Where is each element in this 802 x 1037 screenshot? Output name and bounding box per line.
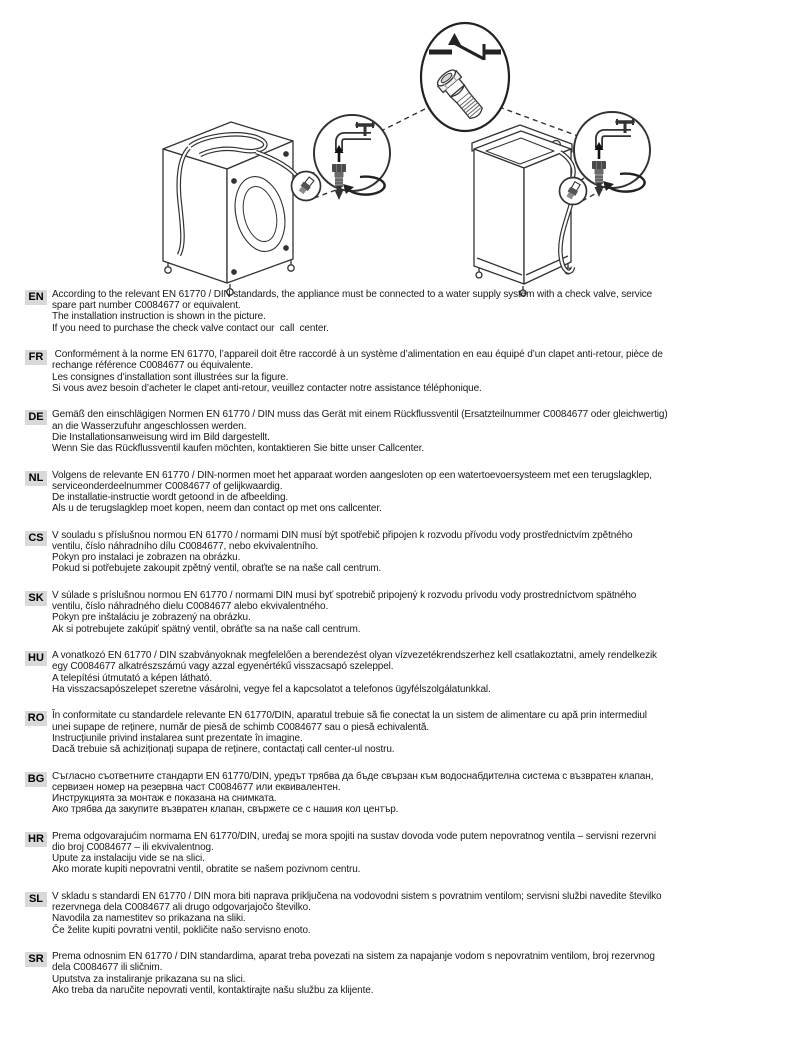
top-loader-illustration xyxy=(472,125,572,296)
text-line: Съгласно съответните стандарти EN 61770/DIN, уредът трябва да бъде свързан към водоснабдителна система с възвратен клапан, xyxy=(52,770,654,782)
block-lines xyxy=(52,530,633,575)
text-line: Si vous avez besoin d’acheter le clapet anti-retour, veuillez contacter notre assistance téléphonique. xyxy=(52,382,482,394)
lang-badge: SL xyxy=(25,892,47,907)
text-line: Als u de terugslagklep moet kopen, neem dan contact op met ons callcenter. xyxy=(52,503,382,515)
text-line: сервизен номер на резервна част C0084677 или еквивалентен. xyxy=(52,781,341,793)
text-line: rechange référence C0084677 ou équivalente. xyxy=(52,360,254,372)
block-lines xyxy=(52,891,662,936)
block-lines xyxy=(52,409,668,454)
lang-badge: HR xyxy=(25,832,47,847)
lang-badge: SR xyxy=(25,952,47,967)
language-block xyxy=(25,349,790,394)
lang-badge: RO xyxy=(25,711,47,726)
text-line: Ako morate kupiti nepovratni ventil, obratite se našem pozivnom centru. xyxy=(52,864,361,876)
text-line: Prema odgovarajućim normama EN 61770/DIN, uređaj se mora spojiti na sustav dovoda vode putem nepovratnog ventila – servisni rezervni xyxy=(52,830,656,842)
text-line: If you need to purchase the check valve contact our call center. xyxy=(52,322,329,334)
language-block xyxy=(25,831,790,876)
text-line: Pokyn pro instalaci je zobrazen na obrázku. xyxy=(52,552,241,564)
tap-detail-circle-left xyxy=(314,115,390,200)
block-lines xyxy=(52,289,652,334)
block-lines xyxy=(52,771,653,816)
text-line: an die Wasserzufuhr angeschlossen werden. xyxy=(52,420,247,432)
text-line: Ha visszacsapószelepet szeretne vásárolni, vegye fel a kapcsolatot a telefonos ügyfélszolgálatunkkal. xyxy=(52,683,491,695)
text-line: Pokyn pre inštaláciu je zobrazený na obrázku. xyxy=(52,612,251,624)
language-block xyxy=(25,951,790,996)
text-line: Dacă trebuie să achiziționați supapa de reținere, contactați call center-ul nostru. xyxy=(52,744,395,756)
text-line: ventilu, číslo náhradného dielu C0084677 alebo ekvivalentného. xyxy=(52,601,329,613)
text-line: Pokud si potřebujete zakoupit zpětný ventil, obraťte se na naše call centrum. xyxy=(52,563,382,575)
lang-badge: EN xyxy=(25,290,47,305)
installation-figure xyxy=(0,0,802,300)
language-block xyxy=(25,590,790,635)
block-lines xyxy=(52,470,652,515)
text-line: Conformément à la norme EN 61770, l’appareil doit être raccordé à un système d’alimentation en eau équipé d’un clapet anti-retour, pièce de xyxy=(52,349,663,361)
hose-end-detail-circle-left xyxy=(292,172,321,201)
language-block xyxy=(25,409,790,454)
lang-badge: BG xyxy=(25,772,47,787)
language-block xyxy=(25,289,790,334)
text-line: Če želite kupiti povratni ventil, pokličite našo servisno enoto. xyxy=(52,924,311,936)
block-lines xyxy=(52,590,636,635)
text-line: Die Installationsanweisung wird im Bild dargestellt. xyxy=(52,431,270,443)
text-line: Instrucțiunile privind instalarea sunt prezentate în imagine. xyxy=(52,732,303,744)
lang-badge: DE xyxy=(25,410,47,425)
block-lines xyxy=(52,650,657,695)
text-line: Upute za instalaciju vide se na slici. xyxy=(52,853,205,865)
block-lines xyxy=(52,710,647,755)
lang-badge: HU xyxy=(25,651,47,666)
block-lines xyxy=(52,831,656,876)
text-line: V súlade s príslušnou normou EN 61770 / normami DIN musí byť spotrebič pripojený k rozvodu prívodu vody prostredníctvom spätného xyxy=(52,590,637,602)
hose-end-detail-circle-right xyxy=(560,178,587,205)
language-block xyxy=(25,650,790,695)
text-line: serviceonderdeelnummer C0084677 of gelijkwaardig. xyxy=(52,480,283,492)
text-line: dela C0084677 ili sličnim. xyxy=(52,962,163,974)
text-line: A vonatkozó EN 61770 / DIN szabványoknak megfelelően a berendezést olyan vízvezetékrendszerhez kell csatlakoztatni, amely rendelkezik xyxy=(52,650,657,662)
lang-badge: SK xyxy=(25,591,47,606)
text-line: Prema odnosnim EN 61770 / DIN standardima, aparat treba povezati na sistem za napajanje vodom s nepovratnim ventilom, broj rezervnog xyxy=(52,951,655,963)
text-line: Ако трябва да закупите възвратен клапан, свържете се с нашия кол център. xyxy=(52,804,399,816)
text-line: Volgens de relevante EN 61770 / DIN-normen moet het apparaat worden aangesloten op een watertoevoersysteem met een terugslagklep, xyxy=(52,469,652,481)
lang-badge: NL xyxy=(25,471,47,486)
check-valve-detail-ellipse xyxy=(421,23,509,131)
text-line: V skladu s standardi EN 61770 / DIN mora biti naprava priključena na vodovodni sistem s povratnim ventilom; servisni službi navedite številko xyxy=(52,891,662,903)
block-lines xyxy=(52,349,663,394)
text-line: The installation instruction is shown in the picture. xyxy=(52,311,266,323)
language-block xyxy=(25,470,790,515)
text-line: Ako treba da naručite nepovrati ventil, kontaktirajte našu službu za klijente. xyxy=(52,984,374,996)
language-block xyxy=(25,891,790,936)
text-line: egy C0084677 alkatrészszámú vagy azzal egyenértékű visszacsapó szeleppel. xyxy=(52,661,394,673)
text-line: According to the relevant EN 61770 / DIN standards, the appliance must be connected to a water supply system with a check valve, service xyxy=(52,289,653,300)
text-line: Les consignes d’installation sont illustrées sur la figure. xyxy=(52,371,289,383)
language-blocks xyxy=(25,289,790,1011)
lang-badge: CS xyxy=(25,531,47,546)
text-line: unei supape de reținere, număr de piesă de schimb C0084677 sau o piesă echivalentă. xyxy=(52,721,429,733)
text-line: Wenn Sie das Rückflussventil kaufen möchten, kontaktieren Sie bitte unser Callcenter. xyxy=(52,443,425,455)
text-line: V souladu s příslušnou normou EN 61770 / normami DIN musí být spotřebič připojen k rozvodu přívodu vody prostřednictvím zpětného xyxy=(52,529,633,541)
text-line: De installatie-instructie wordt getoond in de afbeelding. xyxy=(52,492,289,504)
language-block xyxy=(25,710,790,755)
text-line: Gemäß den einschlägigen Normen EN 61770 / DIN muss das Gerät mit einem Rückflussventil (Ersatzteilnummer C0084677 oder gleichwertig) xyxy=(52,409,668,421)
language-block xyxy=(25,771,790,816)
text-line: rezervnega dela C0084677 ali drugo odgovarjajočo številko. xyxy=(52,902,311,914)
text-line: Uputstva za instaliranje prikazana su na slici. xyxy=(52,973,246,985)
text-line: Инструкцията за монтаж е показана на снимката. xyxy=(52,793,277,805)
block-lines xyxy=(52,951,655,996)
text-line: A telepítési útmutató a képen látható. xyxy=(52,672,212,684)
lang-badge: FR xyxy=(25,350,47,365)
text-line: Ak si potrebujete zakúpiť spätný ventil, obráťte sa na naše call centrum. xyxy=(52,623,361,635)
text-line: În conformitate cu standardele relevante EN 61770/DIN, aparatul trebuie să fie conectat la un sistem de alimentare cu apă prin intermediul xyxy=(52,710,647,722)
text-line: dio broj C0084677 – ili ekvivalentnog. xyxy=(52,842,214,854)
text-line: ventilu, číslo náhradního dílu C0084677, nebo ekvivalentního. xyxy=(52,541,319,553)
text-line: Navodila za namestitev so prikazana na sliki. xyxy=(52,913,246,925)
language-block xyxy=(25,530,790,575)
text-line: spare part number C0084677 or equivalent. xyxy=(52,300,241,312)
